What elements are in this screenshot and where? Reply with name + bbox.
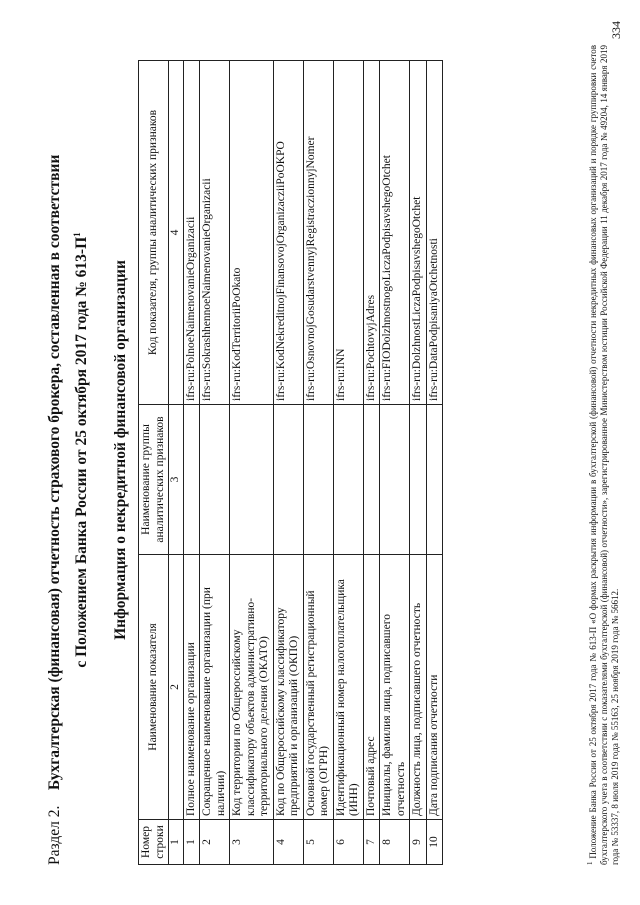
indicator-name: Должность лица, подписавшего отчетность (410, 555, 427, 820)
row-number: 10 (426, 820, 443, 865)
indicator-code: ifrs-ru:KodTerritoriiPoOkato (230, 61, 274, 405)
footnote (585, 45, 621, 865)
indicator-code: ifrs-ru:INN (333, 61, 363, 405)
indicator-code: ifrs-ru:DolzhnostLiczaPodpisavshegoOtchet (410, 61, 427, 405)
page-number: 334 (609, 21, 623, 39)
indicator-name: Почтовый адрес (363, 555, 380, 820)
group-name (333, 405, 363, 555)
indicator-name: Полное наименование организации (183, 555, 200, 820)
indicator-name: Дата подписания отчетности (426, 555, 443, 820)
group-name (363, 405, 380, 555)
group-name (303, 405, 333, 555)
row-number: 7 (363, 820, 380, 865)
group-name (200, 405, 230, 555)
column-number: 3 (169, 405, 184, 555)
table-row (183, 61, 200, 865)
indicator-name: Основной государственный регистрационный номер (ОГРН) (303, 555, 333, 820)
table-row (273, 61, 303, 865)
group-name (183, 405, 200, 555)
table-row (410, 61, 427, 865)
table-row (230, 61, 274, 865)
indicator-code: ifrs-ru:SokrashhennoeNaimenovanieOrganizacii (200, 61, 230, 405)
group-name (230, 405, 274, 555)
group-name (410, 405, 427, 555)
row-number: 4 (273, 820, 303, 865)
row-number: 9 (410, 820, 427, 865)
indicator-code: ifrs-ru:PochtovyjAdres (363, 61, 380, 405)
table-row (380, 61, 410, 865)
group-name (273, 405, 303, 555)
header-code: Код показателя, группы аналитических признаков (139, 61, 169, 405)
header-row-number: Номер строки (139, 820, 169, 865)
title-line-1: Бухгалтерская (финансовая) отчетность страхового брокера, составленная в соответствии (46, 154, 63, 791)
row-number: 6 (333, 820, 363, 865)
row-number: 2 (200, 820, 230, 865)
indicator-name: Код по Общероссийскому классификатору предприятий и организаций (ОКПО) (273, 555, 303, 820)
row-number: 1 (183, 820, 200, 865)
section-label: Раздел 2. (46, 805, 63, 865)
header-group-name: Наименование группы аналитических признаков (139, 405, 169, 555)
table-row (333, 61, 363, 865)
column-number-row (169, 61, 184, 865)
table-caption: Информация о некредитной финансовой организации (112, 260, 129, 640)
title-footnote-ref: 1 (72, 232, 82, 237)
indicator-name: Инициалы, фамилия лица, подписавшего отчетность (380, 555, 410, 820)
column-number: 1 (169, 820, 184, 865)
row-number: 8 (380, 820, 410, 865)
indicator-name: Код территории по Общероссийскому классификатору объектов административно-территориального деления (ОКАТО) (230, 555, 274, 820)
group-name (426, 405, 443, 555)
title-line-2: с Положением Банка России от 25 октября 2017 года № 613-П (73, 236, 91, 668)
group-name (380, 405, 410, 555)
table-header-row (139, 61, 169, 865)
row-number: 5 (303, 820, 333, 865)
footnote-text: Положение Банка России от 25 октября 2017 года № 613-П «О формах раскрытия информации в бухгалтерской (финансовой) отчетности некредитных финансовых организаций и порядке группировки счетов бухгалтерского учета в соответствии с показателями бухгалтерской (финансовой) отчетности», зарегистрированное Министерством юстиции Российской Федерации 11 декабря 2017 года № 49204, 14 января 2019 года № 53337, 8 июля 2019 года № 55163, 25 ноября 2019 года № 56612. (588, 45, 620, 865)
indicator-code: ifrs-ru:KodNekreditnojFinansovojOrganizacziiPoOKPO (273, 61, 303, 405)
table-row (363, 61, 380, 865)
header-indicator-name: Наименование показателя (139, 555, 169, 820)
indicator-code: ifrs-ru:OsnovnojGosudarstvennyjRegistraczionnyjNomer (303, 61, 333, 405)
table-body (183, 61, 443, 865)
section-title (44, 35, 93, 865)
column-number: 2 (169, 555, 184, 820)
table-row (200, 61, 230, 865)
indicator-name: Сокращенное наименование организации (при наличии) (200, 555, 230, 820)
indicator-code: ifrs-ru:PolnoeNaimenovanieOrganizacii (183, 61, 200, 405)
footnote-mark: 1 (586, 861, 594, 865)
column-number: 4 (169, 61, 184, 405)
indicator-code: ifrs-ru:FIODolzhnostnogoLiczaPodpisavshegoOtchet (380, 61, 410, 405)
table-row (426, 61, 443, 865)
indicator-code: ifrs-ru:DataPodpisaniyaOtchetnosti (426, 61, 443, 405)
organization-info-table (138, 60, 443, 865)
table-row (303, 61, 333, 865)
indicator-name: Идентификационный номер налогоплательщика (ИНН) (333, 555, 363, 820)
row-number: 3 (230, 820, 274, 865)
